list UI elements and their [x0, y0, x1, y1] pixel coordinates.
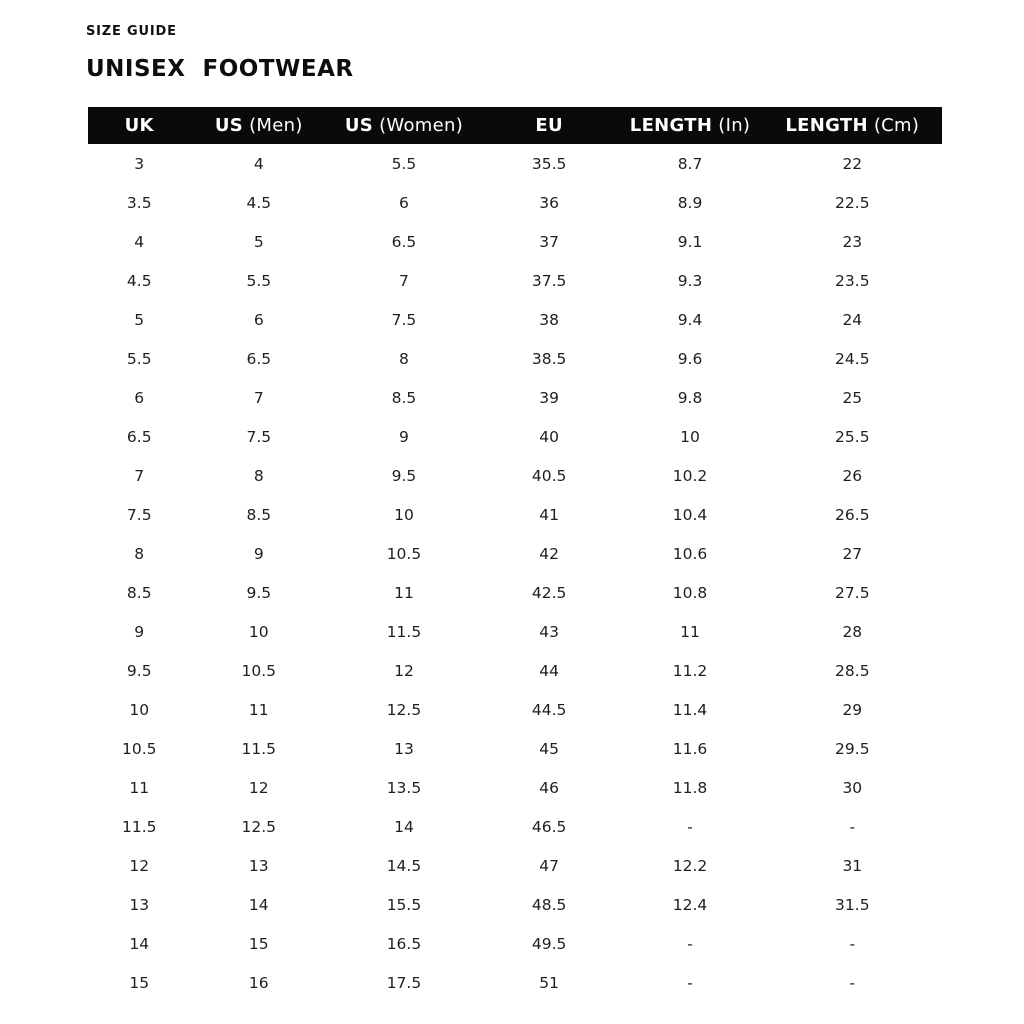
- table-row: [88, 183, 942, 222]
- table-cell: 28.5: [835, 661, 870, 680]
- table-row: [88, 573, 942, 612]
- table-cell: 40.5: [531, 466, 567, 485]
- table-cell: -: [687, 817, 693, 836]
- table-cell: 6: [399, 193, 409, 212]
- table-row: [88, 768, 942, 807]
- table-cell: 12.4: [672, 895, 708, 914]
- table-cell: 10.5: [241, 661, 277, 680]
- table-cell: 39: [539, 388, 559, 407]
- table-cell: 43: [539, 622, 559, 641]
- table-cell: 29: [842, 700, 863, 719]
- table-cell: -: [849, 817, 856, 836]
- table-cell: 27.5: [835, 583, 870, 602]
- table-cell: 10.2: [672, 466, 708, 485]
- size-table: [88, 107, 942, 1002]
- table-cell: 13: [129, 895, 150, 914]
- table-cell: 44: [539, 661, 559, 680]
- table-row: [88, 807, 942, 846]
- table-cell: 6: [134, 388, 145, 407]
- table-cell: 10.5: [121, 739, 157, 758]
- table-cell: 9.5: [126, 661, 152, 680]
- table-row: [88, 534, 942, 573]
- table-cell: 22: [842, 154, 863, 173]
- table-cell: 10: [394, 505, 414, 524]
- table-cell: 8: [134, 544, 145, 563]
- table-row: [88, 417, 942, 456]
- table-cell: 31: [842, 856, 863, 875]
- header-row: [88, 107, 942, 144]
- table-cell: 8.5: [391, 388, 417, 407]
- table-cell: 27: [842, 544, 863, 563]
- table-row: [88, 690, 942, 729]
- table-cell: 9.5: [246, 583, 272, 602]
- table-cell: 41: [539, 505, 559, 524]
- table-cell: 14: [248, 895, 269, 914]
- table-cell: 16.5: [386, 934, 422, 953]
- table-cell: 11.4: [672, 700, 708, 719]
- table-cell: 11: [680, 622, 700, 641]
- table-cell: 24: [842, 310, 863, 329]
- table-cell: 10.8: [672, 583, 708, 602]
- table-cell: 11: [394, 583, 414, 602]
- table-cell: 11.5: [241, 739, 277, 758]
- table-cell: 7.5: [246, 427, 272, 446]
- table-cell: -: [849, 934, 856, 953]
- table-cell: 6: [253, 310, 264, 329]
- table-row: [88, 885, 942, 924]
- table-cell: 12: [129, 856, 150, 875]
- table-cell: 28: [842, 622, 863, 641]
- table-row: [88, 963, 942, 1002]
- table-cell: 7: [399, 271, 409, 290]
- table-cell: 8: [399, 349, 409, 368]
- table-cell: 8: [253, 466, 264, 485]
- column-header-eu: EU: [481, 107, 618, 144]
- table-cell: -: [687, 973, 693, 992]
- table-row: [88, 144, 942, 183]
- table-cell: 46.5: [531, 817, 567, 836]
- table-cell: 36: [539, 193, 559, 212]
- table-row: [88, 495, 942, 534]
- table-cell: 8.9: [677, 193, 703, 212]
- table-row: [88, 456, 942, 495]
- table-cell: 13: [248, 856, 269, 875]
- table-cell: 6.5: [246, 349, 272, 368]
- table-row: [88, 261, 942, 300]
- table-row: [88, 339, 942, 378]
- table-row: [88, 378, 942, 417]
- table-cell: 48.5: [531, 895, 567, 914]
- table-cell: 7.5: [126, 505, 152, 524]
- table-cell: 23: [842, 232, 863, 251]
- table-cell: 37: [539, 232, 559, 251]
- table-cell: 14: [394, 817, 414, 836]
- table-cell: 9.4: [677, 310, 703, 329]
- table-cell: 47: [539, 856, 559, 875]
- table-cell: 46: [539, 778, 559, 797]
- table-cell: 35.5: [531, 154, 567, 173]
- size-table-header: [88, 107, 942, 144]
- table-cell: 8.5: [126, 583, 152, 602]
- table-cell: 6.5: [126, 427, 152, 446]
- table-cell: 9: [134, 622, 145, 641]
- table-cell: 7: [253, 388, 264, 407]
- table-cell: 9.8: [677, 388, 703, 407]
- table-cell: 9: [253, 544, 264, 563]
- size-table-body: [88, 144, 942, 1002]
- table-cell: 3.5: [126, 193, 152, 212]
- table-cell: 8.5: [246, 505, 272, 524]
- table-cell: 11.5: [121, 817, 157, 836]
- table-cell: 10.5: [386, 544, 422, 563]
- column-header-length-in: LENGTH (In): [617, 107, 762, 144]
- table-cell: 42.5: [531, 583, 567, 602]
- table-cell: 9: [399, 427, 409, 446]
- table-cell: 51: [539, 973, 559, 992]
- table-cell: 11.8: [672, 778, 708, 797]
- table-cell: 38.5: [531, 349, 567, 368]
- table-cell: 6.5: [391, 232, 417, 251]
- table-cell: 12: [248, 778, 269, 797]
- table-cell: 14.5: [386, 856, 422, 875]
- table-cell: 4: [134, 232, 145, 251]
- table-cell: 7: [134, 466, 145, 485]
- table-cell: 13.5: [386, 778, 422, 797]
- table-cell: 8.7: [677, 154, 703, 173]
- table-cell: 25.5: [835, 427, 870, 446]
- table-cell: 10: [248, 622, 269, 641]
- table-cell: 11: [248, 700, 269, 719]
- table-cell: 9.6: [677, 349, 703, 368]
- table-cell: 11.6: [672, 739, 708, 758]
- table-cell: 9.5: [391, 466, 417, 485]
- table-cell: 10: [680, 427, 700, 446]
- table-cell: 15: [129, 973, 150, 992]
- table-cell: 24.5: [835, 349, 870, 368]
- table-cell: 26.5: [835, 505, 870, 524]
- table-cell: 22.5: [835, 193, 870, 212]
- table-cell: 17.5: [386, 973, 422, 992]
- table-cell: 11: [129, 778, 150, 797]
- table-cell: 16: [248, 973, 269, 992]
- table-cell: 5: [253, 232, 264, 251]
- size-guide-label: SIZE GUIDE: [86, 24, 177, 39]
- table-row: [88, 612, 942, 651]
- table-cell: 15: [248, 934, 269, 953]
- table-cell: 10: [129, 700, 150, 719]
- table-cell: 26: [842, 466, 863, 485]
- table-cell: 13: [394, 739, 414, 758]
- table-cell: 49.5: [531, 934, 567, 953]
- table-cell: 7.5: [391, 310, 417, 329]
- table-cell: 5: [134, 310, 145, 329]
- table-cell: 14: [129, 934, 150, 953]
- table-row: [88, 729, 942, 768]
- table-cell: 31.5: [835, 895, 870, 914]
- table-cell: 3: [134, 154, 145, 173]
- column-header-us-women: US (Women): [327, 107, 481, 144]
- table-cell: 12: [394, 661, 414, 680]
- table-row: [88, 924, 942, 963]
- table-cell: 37.5: [531, 271, 567, 290]
- table-cell: 5.5: [391, 154, 417, 173]
- table-cell: 10.6: [672, 544, 708, 563]
- table-cell: 23.5: [835, 271, 870, 290]
- table-cell: 4: [253, 154, 264, 173]
- table-cell: 4.5: [246, 193, 272, 212]
- table-cell: 29.5: [835, 739, 870, 758]
- table-cell: -: [849, 973, 856, 992]
- table-cell: 4.5: [126, 271, 152, 290]
- table-cell: 12.5: [386, 700, 422, 719]
- table-row: [88, 846, 942, 885]
- table-cell: 11.5: [386, 622, 422, 641]
- table-cell: 45: [539, 739, 559, 758]
- table-cell: 11.2: [672, 661, 708, 680]
- table-cell: 15.5: [386, 895, 422, 914]
- table-cell: 12.2: [672, 856, 708, 875]
- table-row: [88, 651, 942, 690]
- table-cell: 30: [842, 778, 863, 797]
- table-cell: -: [687, 934, 693, 953]
- table-cell: 10.4: [672, 505, 708, 524]
- table-row: [88, 222, 942, 261]
- table-cell: 25: [842, 388, 863, 407]
- column-header-uk: UK: [88, 107, 190, 144]
- table-cell: 5.5: [126, 349, 152, 368]
- table-cell: 5.5: [246, 271, 272, 290]
- table-cell: 44.5: [531, 700, 567, 719]
- table-row: [88, 300, 942, 339]
- column-header-length-cm: LENGTH (Cm): [763, 107, 942, 144]
- table-cell: 40: [539, 427, 559, 446]
- table-cell: 9.3: [677, 271, 703, 290]
- page-title: UNISEX FOOTWEAR: [86, 56, 354, 82]
- table-cell: 9.1: [677, 232, 703, 251]
- table-cell: 42: [539, 544, 559, 563]
- table-cell: 38: [539, 310, 559, 329]
- table-cell: 12.5: [241, 817, 277, 836]
- column-header-us-men: US (Men): [190, 107, 327, 144]
